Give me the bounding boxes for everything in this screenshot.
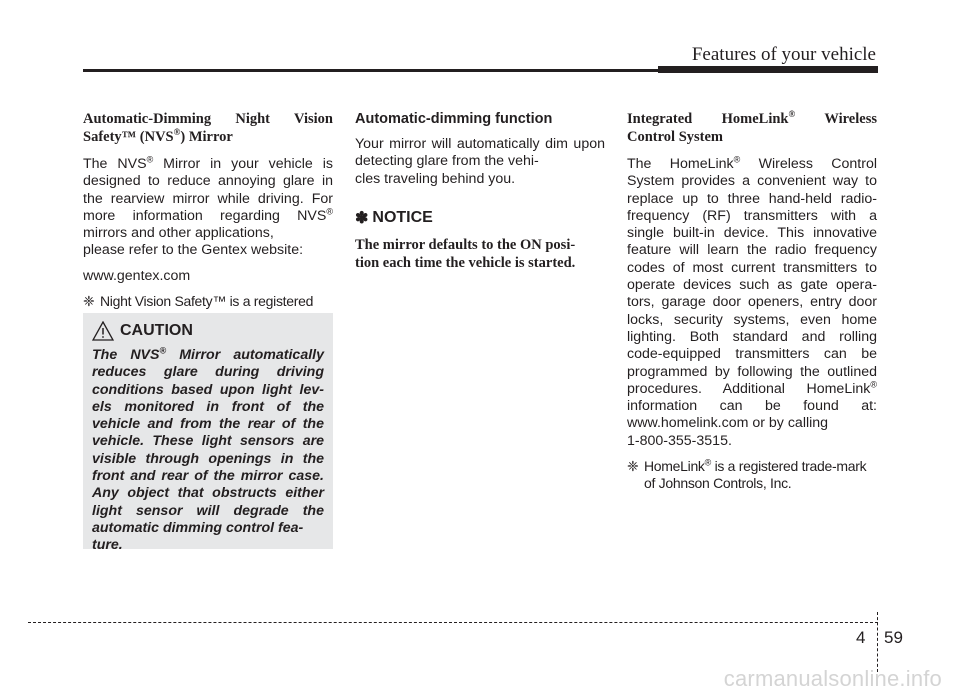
nvs-heading-text: Safety™ (NVS (83, 129, 174, 145)
nvs-para-last-line: please refer to the Gentex website: (83, 242, 304, 259)
registered-mark: ® (173, 127, 181, 138)
homelink-para-text: Wireless Control System provides a convenient way to replace up to three hand-held radio-frequency (RF) transmitters with a single built-in device. This innovative feature will learn the radio frequency codes of most current transmitters to operate devices such as gate opera-tors, garage door openers, entry door locks, security systems, even home lighting. Both standard and rolling code-equipped transmitters can be programmed by following the outlined procedures. Additional HomeLink (627, 156, 877, 397)
warning-triangle-icon (92, 321, 114, 341)
caution-text-part: The NVS (92, 347, 160, 363)
auto-dim-text: Your mirror will automatically dim upon detecting glare from the vehi- (355, 136, 605, 170)
caution-text-last: ture. (92, 537, 123, 554)
page-divider (877, 612, 878, 672)
nvs-mirror-heading (83, 110, 333, 146)
caution-box (83, 313, 333, 554)
homelink-trademark-text (644, 458, 877, 493)
gentex-website: www.gentex.com (83, 267, 191, 284)
notice-text (355, 236, 605, 272)
homelink-phone: 1-800-355-3515. (627, 432, 732, 449)
column-left (83, 110, 333, 328)
page-header-title: Features of your vehicle (691, 44, 876, 65)
homelink-para-text: The HomeLink (627, 156, 734, 172)
note-mark-icon: ❈ (627, 458, 639, 475)
column-middle (355, 110, 605, 272)
header-rule-accent (658, 66, 878, 73)
homelink-heading-line1 (627, 111, 877, 127)
homelink-para-text: information can be found at: www.homelink.com or by calling (627, 398, 877, 432)
nvs-trademark-text: Night Vision Safety™ is a registered (100, 293, 314, 310)
homelink-heading-text: Integrated HomeLink (627, 111, 789, 127)
auto-dim-text-last: cles traveling behind you. (355, 170, 516, 187)
notice-header (355, 208, 605, 228)
homelink-note-text: HomeLink (644, 458, 705, 475)
registered-mark: ® (704, 457, 711, 468)
homelink-heading (627, 110, 877, 146)
registered-mark: ® (326, 206, 333, 217)
nvs-para-text: The NVS (83, 156, 147, 172)
nvs-para-text: mirrors and other applications, (83, 225, 274, 242)
homelink-note-text-end: is a registered trade-mark of Johnson Controls, Inc. (644, 458, 867, 492)
homelink-heading-text-end: Wireless (795, 111, 877, 127)
nvs-heading-line2 (83, 128, 333, 146)
caution-text (92, 347, 324, 555)
auto-dim-heading: Automatic-dimming function (355, 111, 553, 127)
caution-header (92, 321, 324, 341)
notice-text-line2: tion each time the vehicle is started. (355, 254, 576, 271)
registered-mark: ® (870, 379, 877, 390)
registered-mark: ® (146, 154, 154, 165)
column-right (627, 110, 877, 493)
registered-mark: ® (159, 345, 167, 356)
header-rule (83, 69, 660, 72)
homelink-trademark-note (627, 458, 877, 493)
homelink-paragraph (627, 156, 877, 450)
watermark: carmanualsonline.info (723, 666, 942, 691)
notice-star-icon: ✽ (355, 209, 369, 227)
page-number: 59 (884, 628, 903, 647)
note-mark-icon: ❈ (83, 293, 95, 310)
registered-mark: ® (788, 109, 796, 120)
chapter-number: 4 (856, 628, 866, 647)
nvs-paragraph (83, 156, 333, 260)
footer-rule (28, 622, 878, 623)
notice-text-line1: The mirror defaults to the ON posi- (355, 236, 576, 253)
notice-label: NOTICE (372, 208, 433, 226)
registered-mark: ® (733, 154, 741, 165)
nvs-heading-text-end: ) Mirror (180, 129, 233, 145)
auto-dim-paragraph (355, 136, 605, 188)
caution-label: CAUTION (120, 322, 193, 339)
caution-text-part: Mirror automatically reduces glare during driving conditions based upon light lev-els monitored in front of the vehicle and from the rear of the vehicle. These light sensors are visible through openings in the front and rear of the mirror case. Any object that obstructs either light sensor will degrade the automatic dimming control fea- (92, 347, 324, 536)
nvs-heading-line1: Automatic-Dimming Night Vision (83, 111, 333, 127)
homelink-heading-line2: Control System (627, 129, 723, 145)
nvs-para-text: Mirror in your vehicle is designed to reduce annoying glare in the rearview mirror while driving. For more information regarding NVS (83, 156, 333, 224)
